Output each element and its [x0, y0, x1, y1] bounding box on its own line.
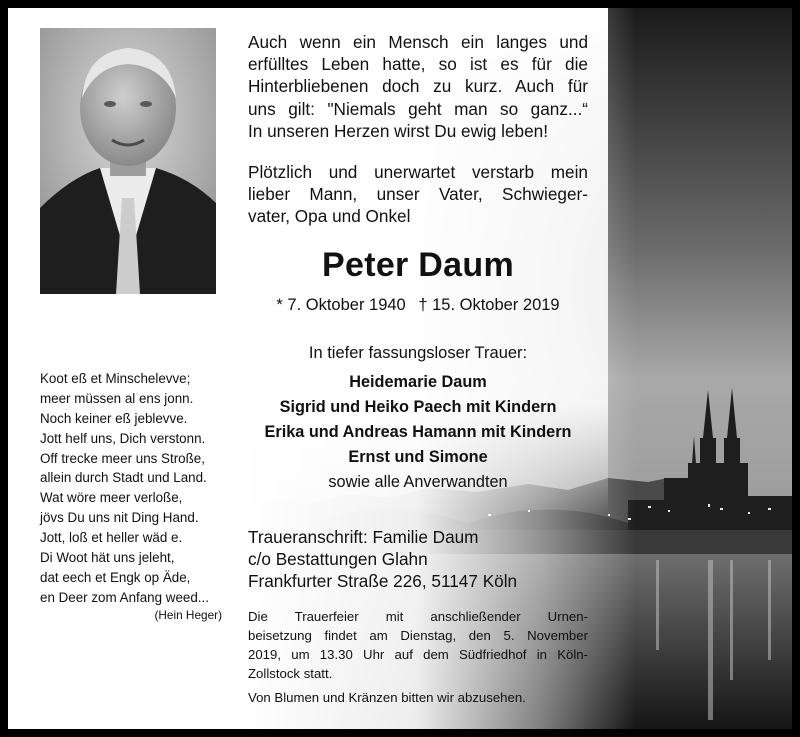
funeral-details	[248, 607, 588, 683]
main-poem	[248, 31, 588, 142]
death-announcement	[248, 161, 588, 228]
announcement-line: vater, Opa und Onkel	[248, 206, 411, 227]
funeral-line: Die Trauerfeier mit anschließender Urnen-	[248, 609, 588, 624]
mourner-name: Sigrid und Heiko Paech mit Kindern	[279, 398, 557, 416]
address-line: Traueranschrift: Familie Daum	[248, 527, 479, 547]
funeral-line: 2019, um 13.30 Uhr auf dem Südfriedhof in Köln-	[248, 647, 588, 662]
dialect-poem-line: Jott helf uns, Dich verstonn.	[40, 430, 206, 446]
dialect-poem-line: jövs Du uns nit Ding Hand.	[40, 510, 199, 526]
announcement-line: Plötzlich und unerwartet verstarb mein	[248, 162, 588, 182]
birth-date: * 7. Oktober 1940	[276, 296, 406, 314]
dialect-poem-line: meer müssen al ens jonn.	[40, 390, 194, 406]
mourning-address	[248, 526, 588, 592]
address-line: Frankfurter Straße 226, 51147 Köln	[248, 571, 518, 591]
poem-line: uns gilt: "Niemals geht man so ganz...“	[248, 98, 588, 119]
dialect-poem-line: Koot eß et Minschelevve;	[40, 371, 191, 386]
funeral-line: Zollstock statt.	[248, 666, 333, 681]
dialect-poem-line: Jott, loß et heller wäd e.	[40, 530, 183, 546]
death-date: † 15. Oktober 2019	[418, 296, 560, 314]
deceased-name: Peter Daum	[322, 246, 514, 284]
poem-line: Auch wenn ein Mensch ein langes und	[248, 32, 588, 52]
poem-line: Hinterbliebenen doch zu kurz. Auch für	[248, 76, 588, 97]
mourners-list	[248, 370, 588, 495]
mourner-name: Ernst und Simone	[348, 448, 488, 466]
dialect-poem-line: en Deer zom Anfang weed...	[40, 589, 209, 605]
relatives-line: sowie alle Anverwandten	[328, 473, 508, 491]
announcement-line: lieber Mann, unser Vater, Schwieger-	[248, 184, 588, 205]
poem-line: In unseren Herzen wirst Du ewig leben!	[248, 120, 548, 141]
no-flowers-note: Von Blumen und Kränzen bitten wir abzusehen.	[248, 690, 526, 705]
dialect-poem-line: Noch keiner eß jeblevve.	[40, 410, 188, 426]
dialect-poem-line: dat eech et Engk op Äde,	[40, 569, 191, 585]
dialect-poem-line: Wat wöre meer verloße,	[40, 490, 183, 506]
mourner-name: Erika und Andreas Hamann mit Kindern	[264, 423, 572, 441]
life-dates	[248, 296, 588, 315]
dialect-poem-line: Off trecke meer uns Stroße,	[40, 450, 205, 466]
poem-author: (Hein Heger)	[154, 608, 222, 622]
dialect-poem-line: allein durch Stadt und Land.	[40, 470, 207, 486]
mourning-intro: In tiefer fassungsloser Trauer:	[308, 344, 528, 362]
dialect-poem	[40, 369, 222, 608]
mourner-name: Heidemarie Daum	[349, 373, 487, 391]
dialect-poem-line: Di Woot hät uns jeleht,	[40, 550, 175, 566]
obituary-card	[8, 8, 792, 729]
address-line: c/o Bestattungen Glahn	[248, 549, 428, 569]
funeral-line: beisetzung findet am Dienstag, den 5. November	[248, 628, 588, 643]
portrait-photo	[40, 28, 216, 294]
poem-line: erfülltes Leben hatte, so ist es für die	[248, 54, 588, 75]
